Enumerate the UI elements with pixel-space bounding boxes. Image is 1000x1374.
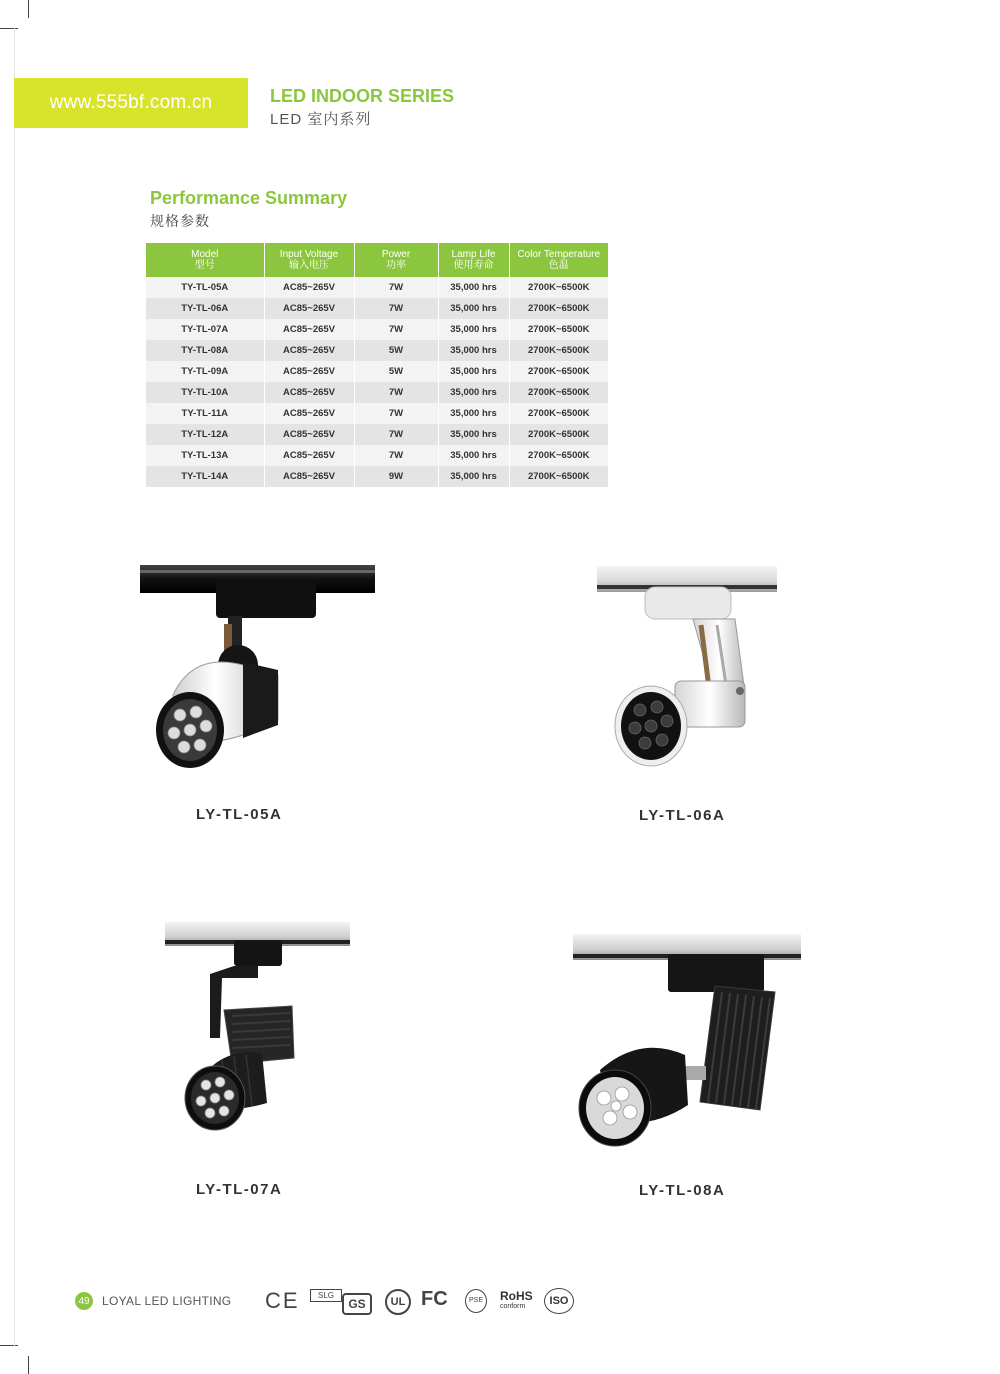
product-label-ly-tl-07a: LY-TL-07A — [196, 1181, 283, 1198]
product-image-ly-tl-07a — [162, 918, 354, 1143]
table-header-row — [146, 243, 608, 277]
cell-life: 35,000 hrs — [438, 277, 509, 298]
cell-power: 7W — [354, 382, 438, 403]
product-image-ly-tl-05a — [138, 560, 378, 775]
cell-model: TY-TL-09A — [146, 361, 264, 382]
cell-voltage: AC85~265V — [264, 403, 354, 424]
cell-color-temp: 2700K~6500K — [509, 298, 608, 319]
table-row — [146, 466, 608, 487]
cell-voltage: AC85~265V — [264, 298, 354, 319]
column-header-color-temperature: Color Temperature 色温 — [509, 243, 608, 277]
cell-voltage: AC85~265V — [264, 277, 354, 298]
cell-voltage: AC85~265V — [264, 424, 354, 445]
cell-model: TY-TL-08A — [146, 340, 264, 361]
cell-power: 7W — [354, 298, 438, 319]
cell-life: 35,000 hrs — [438, 319, 509, 340]
table-row — [146, 403, 608, 424]
slg-gs-mark-icon: SLG GS — [310, 1289, 372, 1313]
cell-model: TY-TL-14A — [146, 466, 264, 487]
table-row — [146, 445, 608, 466]
table-row — [146, 340, 608, 361]
cell-color-temp: 2700K~6500K — [509, 319, 608, 340]
cell-life: 35,000 hrs — [438, 298, 509, 319]
cell-model: TY-TL-12A — [146, 424, 264, 445]
cell-life: 35,000 hrs — [438, 403, 509, 424]
cell-color-temp: 2700K~6500K — [509, 445, 608, 466]
product-image-ly-tl-08a — [570, 930, 802, 1152]
table-row — [146, 361, 608, 382]
cell-voltage: AC85~265V — [264, 382, 354, 403]
page-number-badge: 49 — [75, 1292, 93, 1310]
cell-voltage: AC85~265V — [264, 319, 354, 340]
rohs-mark-icon: RoHS conform — [500, 1289, 533, 1310]
series-title-en: LED INDOOR SERIES — [270, 86, 455, 106]
table-row — [146, 424, 608, 445]
cell-color-temp: 2700K~6500K — [509, 340, 608, 361]
iso-mark-icon: ISO — [544, 1288, 574, 1314]
cell-life: 35,000 hrs — [438, 361, 509, 382]
cell-power: 5W — [354, 361, 438, 382]
crop-mark-top-left — [28, 0, 29, 18]
crop-mark-left-top — [0, 28, 18, 29]
product-label-ly-tl-08a: LY-TL-08A — [639, 1182, 726, 1199]
cell-color-temp: 2700K~6500K — [509, 382, 608, 403]
column-header-lamp-life: Lamp Life 使用寿命 — [438, 243, 509, 277]
cell-model: TY-TL-10A — [146, 382, 264, 403]
cell-color-temp: 2700K~6500K — [509, 403, 608, 424]
table-row — [146, 277, 608, 298]
cell-life: 35,000 hrs — [438, 424, 509, 445]
cell-power: 7W — [354, 277, 438, 298]
cell-voltage: AC85~265V — [264, 361, 354, 382]
cell-life: 35,000 hrs — [438, 340, 509, 361]
cell-voltage: AC85~265V — [264, 445, 354, 466]
cell-life: 35,000 hrs — [438, 382, 509, 403]
fc-mark-icon: FC — [421, 1288, 448, 1310]
cell-power: 7W — [354, 319, 438, 340]
website-url[interactable]: www.555bf.com.cn — [49, 92, 213, 113]
column-header-model: Model 型号 — [146, 243, 264, 277]
ce-mark-icon: CE — [265, 1288, 300, 1313]
cell-color-temp: 2700K~6500K — [509, 424, 608, 445]
summary-title-cn: 规格参数 — [150, 213, 210, 229]
cell-model: TY-TL-07A — [146, 319, 264, 340]
column-header-power: Power 功率 — [354, 243, 438, 277]
cell-color-temp: 2700K~6500K — [509, 361, 608, 382]
cell-model: TY-TL-13A — [146, 445, 264, 466]
series-title-cn: LED 室内系列 — [270, 111, 372, 128]
product-label-ly-tl-06a: LY-TL-06A — [639, 807, 726, 824]
ul-mark-icon: UL — [385, 1289, 411, 1315]
cell-model: TY-TL-11A — [146, 403, 264, 424]
pse-mark-icon: PSE — [465, 1289, 487, 1313]
cell-power: 5W — [354, 340, 438, 361]
table-row — [146, 298, 608, 319]
cell-life: 35,000 hrs — [438, 445, 509, 466]
product-label-ly-tl-05a: LY-TL-05A — [196, 806, 283, 823]
url-banner — [14, 78, 248, 128]
footer-brand: LOYAL LED LIGHTING — [102, 1294, 232, 1308]
page-edge-line — [14, 28, 15, 1346]
summary-title-en: Performance Summary — [150, 188, 348, 208]
crop-mark-bottom-left — [28, 1356, 29, 1374]
cell-power: 9W — [354, 466, 438, 487]
crop-mark-left-bottom — [0, 1345, 18, 1346]
cell-power: 7W — [354, 445, 438, 466]
table-row — [146, 382, 608, 403]
cell-voltage: AC85~265V — [264, 340, 354, 361]
table-row — [146, 319, 608, 340]
product-image-ly-tl-06a — [595, 563, 780, 778]
cell-color-temp: 2700K~6500K — [509, 277, 608, 298]
cell-power: 7W — [354, 424, 438, 445]
cell-power: 7W — [354, 403, 438, 424]
column-header-input-voltage: Input Voltage 输入电压 — [264, 243, 354, 277]
cell-model: TY-TL-05A — [146, 277, 264, 298]
cell-model: TY-TL-06A — [146, 298, 264, 319]
cell-life: 35,000 hrs — [438, 466, 509, 487]
performance-table — [146, 243, 608, 487]
cell-voltage: AC85~265V — [264, 466, 354, 487]
cell-color-temp: 2700K~6500K — [509, 466, 608, 487]
